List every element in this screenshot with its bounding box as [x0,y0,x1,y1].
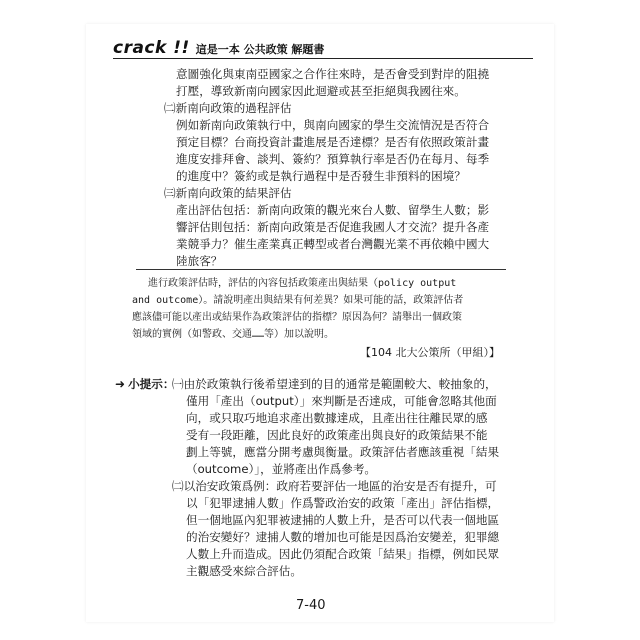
page-number: 7-40 [296,598,326,613]
header-rule [113,58,533,59]
text-line: 的進度中？簽約或是執行過程中是否發生非預料的困境？ [176,169,466,183]
running-header [113,37,324,57]
question-line: 進行政策評估時，評估的內容包括政策產出與結果（policy output [148,278,457,289]
hint-line: 的治安變好？逮捕人數的增加也可能是因爲治安變差，犯罪總 [186,530,500,544]
question-source: 【104 北大公策所（甲組）】 [360,346,500,359]
hint-line: 僅用「產出（output）」來判斷是否達成，可能會忽略其他面 [186,394,497,408]
hint-line: 劃上等號，應當分開考慮與衡量。政策評估者應該重視「結果 [186,445,500,459]
hint-line: 人數上升而造成。因此仍須配合政策「結果」指標，例如民眾 [186,547,500,561]
book-title: 這是一本 公共政策 解題書 [195,43,325,56]
text-line: 預定目標？台商投資計畫進展是否達標？是否有依照政策計畫 [176,135,490,149]
hint-label-text: 小提示： [128,377,175,391]
hint-line: 主觀感受來綜合評估。 [186,564,302,578]
question-divider [136,269,506,270]
text-line: 陸旅客？ [176,254,223,268]
text-line: 意圖強化與東南亞國家之合作往來時，是否會受到對岸的阻撓 [176,67,490,81]
question-line: and outcome）。請說明產出與結果有何差異？如果可能的話，政策評估者 [132,295,464,306]
section-heading: ㈡新南向政策的過程評估 [164,101,292,115]
arrow-right-icon: ➜ [115,377,126,391]
hint-line: ㈠由於政策執行後希望達到的目的通常是範圍較大、較抽象的， [172,377,497,391]
hint-line: 向，或只取巧地追求產出數據達成，且產出往往離民眾的感 [186,411,488,425]
question-line: 應該儘可能以產出或結果作為政策評估的指標？原因為何？請舉出一個政策 [132,312,462,323]
text-line: 例如新南向政策執行中，與南向國家的學生交流情況是否符合 [176,118,490,132]
brand-logo: crack !! [113,38,190,58]
hint-line: 但一個地區內犯罪被逮捕的人數上升，是否可以代表一個地區 [186,513,500,527]
hint-line: （outcome）」，並將產出作爲參考。 [186,462,377,476]
hint-line: ㈡以治安政策爲例：政府若要評估一地區的治安是否有提升，可 [172,479,497,493]
hint-label [115,376,174,392]
text-line: 打壓，導致新南向國家因此迴避或甚至拒絕與我國往來。 [176,84,466,98]
text-line: 業競爭力？催生產業真正轉型或者台灣觀光業不再依賴中國大 [176,237,490,251]
hint-line: 以「犯罪逮捕人數」作爲警政治安的政策「產出」評估指標， [186,496,500,510]
hint-line: 受有一段距離，因此良好的政策產出與良好的政策結果不能 [186,428,488,442]
text-line: 產出評估包括：新南向政策的觀光來台人數、留學生人數；影 [176,203,490,217]
section-heading: ㈢新南向政策的結果評估 [164,186,292,200]
text-line: 響評估則包括：新南向政策是否促進我國人才交流？提升各產 [176,220,490,234]
text-line: 進度安排拜會、談判、簽約？預算執行率是否仍在每月、每季 [176,152,490,166]
question-line: 領域的實例（如警政、交通……等）加以說明。 [132,329,335,340]
